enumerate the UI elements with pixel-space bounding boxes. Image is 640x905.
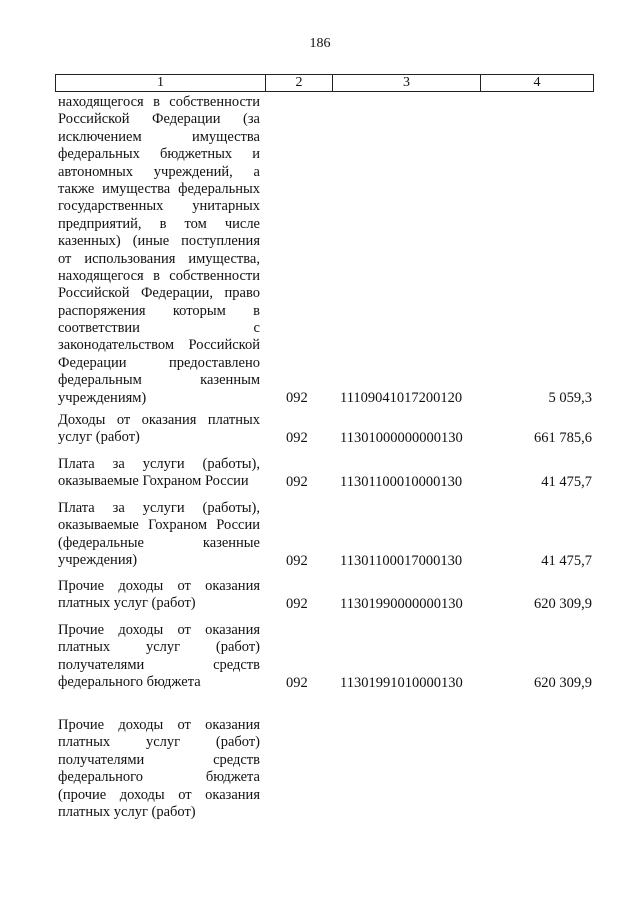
description-line: платных услуг (работ) [58, 595, 196, 612]
table-row [0, 412, 640, 447]
description-line: исключением имущества [58, 128, 260, 145]
description-line: учреждения) [58, 552, 138, 569]
row-description [58, 622, 260, 692]
description-line: государственных унитарных [58, 198, 260, 215]
description-line: Прочие доходы от оказания [58, 578, 260, 594]
description-line: (прочие доходы от оказания [58, 786, 260, 803]
description-line: законодательством Российской [58, 337, 260, 354]
description-line: казенных) (иные поступления [58, 233, 260, 250]
description-line: от использования имущества, [58, 250, 260, 267]
page-number: 186 [309, 36, 331, 51]
table-row [0, 94, 640, 407]
table-row [0, 456, 640, 491]
description-line: получателями средств [58, 656, 260, 673]
description-line: федерального бюджета [58, 769, 260, 786]
header-col-3: 3 [333, 75, 481, 91]
admin-code: 092 [286, 390, 308, 407]
budget-code: 11301100017000130 [340, 552, 463, 569]
amount: 41 475,7 [541, 473, 592, 490]
description-line: Прочие доходы от оказания [58, 622, 260, 638]
table-header [55, 74, 594, 92]
description-line: (федеральные казенные [58, 534, 260, 551]
description-line: Плата за услуги (работы), [58, 456, 260, 472]
header-col-2: 2 [266, 75, 333, 91]
amount: 620 309,9 [534, 595, 592, 612]
amount: 5 059,3 [548, 390, 592, 407]
description-line: получателями средств [58, 751, 260, 768]
budget-code: 11109041017200120 [340, 390, 463, 407]
table-row [0, 578, 640, 613]
description-line: также имущества федеральных [58, 180, 260, 197]
row-description [58, 717, 260, 821]
description-line: оказываемые Гохраном России [58, 473, 249, 490]
amount: 661 785,6 [534, 429, 592, 446]
admin-code: 092 [286, 552, 308, 569]
description-line: платных услуг (работ) [58, 734, 260, 751]
description-line: Плата за услуги (работы), [58, 500, 260, 516]
admin-code: 092 [286, 429, 308, 446]
table-row [0, 500, 640, 570]
admin-code: 092 [286, 595, 308, 612]
row-description [58, 412, 260, 447]
description-line: услуг (работ) [58, 429, 140, 446]
description-line: платных услуг (работ) [58, 803, 196, 820]
table-row [0, 717, 640, 821]
amount: 41 475,7 [541, 552, 592, 569]
row-description [58, 456, 260, 491]
amount: 620 309,9 [534, 674, 592, 691]
admin-code: 092 [286, 674, 308, 691]
description-line: предприятий, в том числе [58, 215, 260, 232]
description-line: федерального бюджета [58, 674, 201, 691]
description-line: оказываемые Гохраном России [58, 517, 260, 534]
admin-code: 092 [286, 473, 308, 490]
description-line: соответствии с [58, 320, 260, 337]
description-line: Российской Федерации (за [58, 111, 260, 128]
description-line: федеральных бюджетных и [58, 146, 260, 163]
description-line: федеральным казенным [58, 372, 260, 389]
budget-code: 11301100010000130 [340, 473, 463, 490]
description-line: учреждениям) [58, 389, 147, 406]
budget-code: 11301991010000130 [340, 674, 463, 691]
description-line: находящегося в собственности [58, 94, 260, 110]
table-row [0, 622, 640, 692]
row-description [58, 578, 260, 613]
budget-code: 11301990000000130 [340, 595, 463, 612]
row-description [58, 94, 260, 407]
description-line: Федерации предоставлено [58, 354, 260, 371]
description-line: распоряжения которым в [58, 302, 260, 319]
budget-code: 11301000000000130 [340, 429, 463, 446]
description-line: Прочие доходы от оказания [58, 717, 260, 733]
description-line: Российской Федерации, право [58, 285, 260, 302]
description-line: находящегося в собственности [58, 267, 260, 284]
header-col-1: 1 [56, 75, 266, 91]
description-line: платных услуг (работ) [58, 639, 260, 656]
description-line: автономных учреждений, а [58, 163, 260, 180]
header-col-4: 4 [533, 75, 541, 90]
row-description [58, 500, 260, 570]
description-line: Доходы от оказания платных [58, 412, 260, 428]
